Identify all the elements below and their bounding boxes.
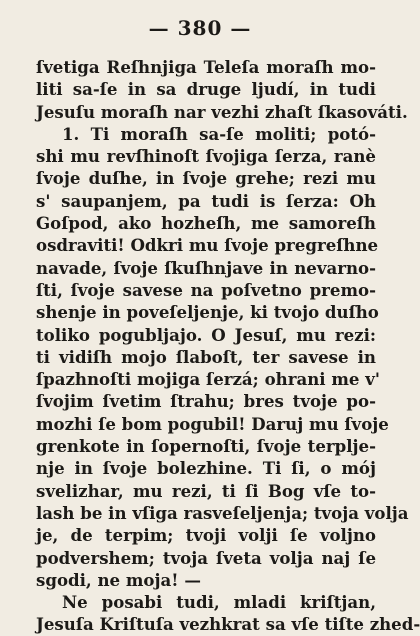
text-line: shenje in poveſeljenje, ki tvojo duſho xyxy=(36,302,379,323)
text-line: shi mu revſhinoſt ſvojiga ſerza, ranè xyxy=(36,146,376,167)
text-line: Goſpod, ako hozheſh, me samoreſh xyxy=(36,213,376,234)
text-line: ti vidiſh mojo ſlaboſt, ter savese in xyxy=(36,346,376,367)
text-line: osdraviti! Odkri mu ſvoje pregreſhne xyxy=(36,235,379,256)
text-line: nje in ſvoje bolezhine. Ti ſi, o mój xyxy=(36,458,376,479)
text-line: ſvoje duſhe, in ſvoje grehe; rezi mu xyxy=(36,168,376,189)
text-line: svelizhar, mu rezi, ti ſi Bog vſe to- xyxy=(36,480,376,501)
text-line: ſpazhnoſti mojiga ſerzá; ohrani me v' xyxy=(36,369,380,390)
text-line: navade, ſvoje ſkuſhnjave in nevarno- xyxy=(36,257,376,278)
text-line: liti sa-ſe in sa druge ljudí, in tudi xyxy=(36,79,376,100)
text-line: sgodi, ne moja! — xyxy=(36,569,201,590)
text-line: s' saupanjem, pa tudi is ſerza: Oh xyxy=(36,190,376,211)
text-line: Jesuſa Kriſtuſa vezhkrat sa vſe tiſte zhed- xyxy=(36,614,420,635)
text-line: podvershem; tvoja ſveta volja naj ſe xyxy=(36,547,376,568)
text-line: Ne posabi tudi, mladi kriſtjan, xyxy=(62,592,376,613)
text-line: ſvetiga Reſhnjiga Teleſa moraſh mo- xyxy=(36,57,376,77)
text-line: mozhi ſe bom pogubil! Daruj mu ſvoje xyxy=(36,413,389,434)
text-line: je, de terpim; tvoji volji ſe voljno xyxy=(36,525,376,546)
text-line: ſvojim ſvetim ſtrahu; bres tvoje po- xyxy=(36,391,376,412)
page-body-text xyxy=(36,56,420,636)
text-line: Jesuſu moraſh nar vezhi zhaſt ſkasováti. xyxy=(36,101,408,122)
text-line: grenkote in ſopernoſti, ſvoje terplje- xyxy=(36,436,376,457)
page-number-header: — 380 — xyxy=(148,16,252,40)
text-line: toliko pogubljajo. O Jesuſ, mu rezi: xyxy=(36,324,376,345)
text-line: lash be in vſiga rasveſeljenja; tvoja volja xyxy=(36,502,409,523)
text-line: 1. Ti moraſh sa-ſe moliti; potó- xyxy=(62,123,376,144)
text-line: ſti, ſvoje savese na poſvetno premo- xyxy=(36,279,376,300)
